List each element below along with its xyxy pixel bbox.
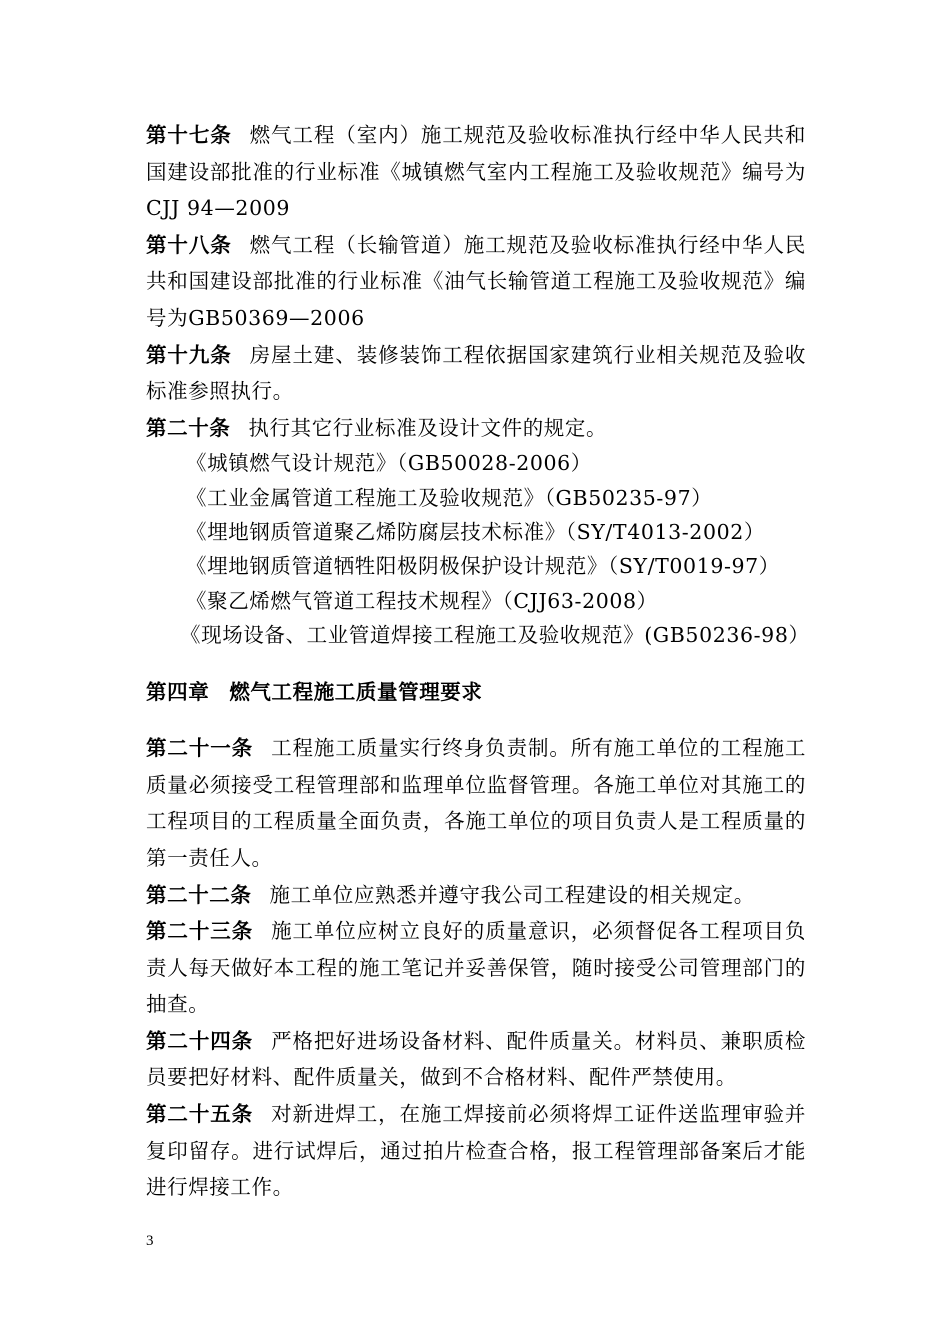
article-label: 第二十条 bbox=[146, 415, 231, 440]
article-25 bbox=[146, 1096, 806, 1206]
article-text: 燃气工程（室内）施工规范及验收标准执行经中华人民共和国建设部批准的行业标准《城镇燃气室内工程施工及验收规范》编号为CJJ 94—2009 bbox=[146, 123, 806, 221]
reference-item: 《聚乙烯燃气管道工程技术规程》（CJJ63-2008） bbox=[186, 588, 658, 613]
page-number: 3 bbox=[146, 1233, 154, 1249]
article-text: 工程施工质量实行终身负责制。所有施工单位的工程施工质量必须接受工程管理部和监理单位监督管理。各施工单位对其施工的工程项目的工程质量全面负责，各施工单位的项目负责人是工程质量的第一责任人。 bbox=[146, 736, 807, 870]
reference-item: 《工业金属管道工程施工及验收规范》（GB50235-97） bbox=[186, 485, 713, 510]
article-19 bbox=[146, 337, 806, 410]
article-23 bbox=[146, 913, 806, 1023]
article-text: 对新进焊工，在施工焊接前必须将焊工证件送监理审验并复印留存。进行试焊后，通过拍片检查合格，报工程管理部备案后才能进行焊接工作。 bbox=[146, 1102, 807, 1200]
article-text: 房屋土建、装修装饰工程依据国家建筑行业相关规范及验收标准参照执行。 bbox=[146, 342, 806, 404]
reference-item: 《现场设备、工业管道焊接工程施工及验收规范》(GB50236-98） bbox=[180, 622, 810, 647]
article-24 bbox=[146, 1023, 806, 1096]
article-20 bbox=[146, 410, 806, 447]
reference-item: 《埋地钢质管道牺牲阳极阴极保护设计规范》（SY/T0019-97） bbox=[186, 554, 780, 579]
article-text: 施工单位应熟悉并遵守我公司工程建设的相关规定。 bbox=[269, 882, 755, 907]
article-label: 第二十三条 bbox=[146, 919, 254, 944]
chapter-heading bbox=[146, 674, 806, 710]
page-content bbox=[146, 117, 810, 1206]
article-label: 第二十一条 bbox=[146, 736, 254, 761]
article-21 bbox=[146, 730, 806, 876]
chapter-title: 燃气工程施工质量管理要求 bbox=[229, 680, 483, 705]
article-22 bbox=[146, 877, 806, 914]
article-label: 第十八条 bbox=[146, 232, 232, 257]
article-label: 第二十五条 bbox=[146, 1102, 254, 1127]
reference-item: 《城镇燃气设计规范》（GB50028-2006） bbox=[186, 451, 592, 476]
article-text: 执行其它行业标准及设计文件的规定。 bbox=[248, 415, 608, 440]
article-17 bbox=[146, 117, 806, 227]
reference-item: 《埋地钢质管道聚乙烯防腐层技术标准》（SY/T4013-2002） bbox=[186, 519, 765, 544]
article-text: 严格把好进场设备材料、配件质量关。材料员、兼职质检员要把好材料、配件质量关，做到不合格材料、配件严禁使用。 bbox=[146, 1028, 807, 1090]
reference-list bbox=[146, 446, 810, 652]
article-label: 第二十二条 bbox=[146, 882, 252, 907]
article-text: 施工单位应树立良好的质量意识，必须督促各工程项目负责人每天做好本工程的施工笔记并妥善保管，随时接受公司管理部门的抽查。 bbox=[146, 919, 807, 1017]
article-text: 燃气工程（长输管道）施工规范及验收标准执行经中华人民共和国建设部批准的行业标准《油气长输管道工程施工及验收规范》编号为GB50369—2006 bbox=[146, 232, 806, 330]
article-18 bbox=[146, 227, 806, 337]
chapter-number: 第四章 bbox=[146, 680, 210, 705]
article-label: 第十九条 bbox=[146, 342, 232, 367]
article-label: 第二十四条 bbox=[146, 1028, 254, 1053]
article-label: 第十七条 bbox=[146, 123, 232, 147]
